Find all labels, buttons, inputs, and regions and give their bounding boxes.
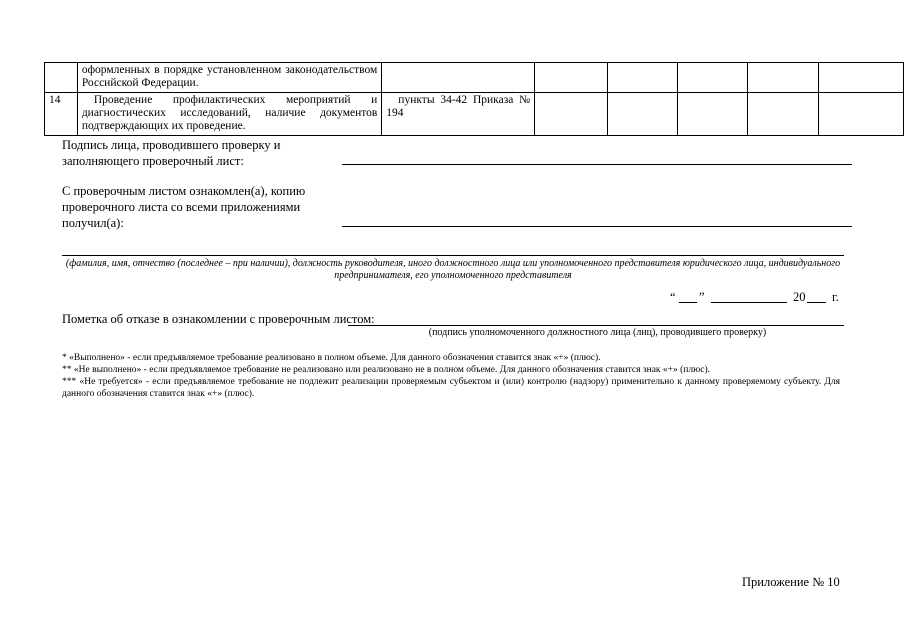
footnote-not-done: ** «Не выполнено» - если предъявляемое требование не реализовано или реализовано не в полном объеме. Для данного обозначения ставится знак «+» (плюс). bbox=[62, 365, 710, 375]
reference-cell bbox=[382, 63, 535, 93]
date-close-quote: ” bbox=[699, 290, 705, 304]
checklist-table bbox=[44, 62, 904, 136]
blank-cell bbox=[748, 63, 819, 93]
footnote-not-required: *** «Не требуется» - если предъявляемое требование не подлежит реализации проверяемым субъектом и (или) контролю (надзору) применительно к данному проверяемому субъекту. Для данного обозначения ставится знак «+» (плюс). bbox=[62, 377, 840, 399]
date-month-line[interactable] bbox=[711, 302, 787, 303]
refusal-note: (подпись уполномоченного должностного лица (лиц), проводившего проверку) bbox=[428, 327, 767, 338]
person-name-note: (фамилия, имя, отчество (последнее – при наличии), должность руководителя, иного должностного лица или уполномоченного представителя юридического лица, индивидуального предпринимателя, его уполномоченного представителя bbox=[65, 258, 841, 281]
inspector-signature-label: Подпись лица, проводившего проверку и заполняющего проверочный лист: bbox=[62, 138, 281, 168]
appendix-label: Приложение № 10 bbox=[742, 575, 840, 589]
acquainted-label: С проверочным листом ознакомлен(а), копию проверочного листа со всеми приложениями получил(а): bbox=[62, 184, 306, 230]
yes-cell bbox=[535, 93, 608, 136]
not-required-cell bbox=[678, 93, 748, 136]
requirement-cell: Проведение профилактических мероприятий и диагностических исследований, наличие документов подтверждающих их проведение. bbox=[77, 93, 381, 136]
inspector-signature-line[interactable] bbox=[342, 164, 852, 165]
yes-cell bbox=[535, 63, 608, 93]
date-year-prefix: 20 bbox=[793, 290, 806, 304]
date-year-suffix: г. bbox=[832, 290, 839, 304]
refusal-label: Пометка об отказе в ознакомлении с проверочным листом: bbox=[62, 312, 375, 326]
table-row bbox=[45, 93, 904, 136]
comment-cell bbox=[819, 63, 904, 93]
person-name-line[interactable] bbox=[62, 255, 844, 256]
date-day-line[interactable] bbox=[679, 302, 697, 303]
requirement-cell: оформленных в порядке установленном законодательством Российской Федерации. bbox=[77, 63, 381, 93]
no-cell bbox=[607, 93, 677, 136]
acquainted-signature-line[interactable] bbox=[342, 226, 852, 227]
reference-cell: пункты 34-42 Приказа № 194 bbox=[382, 93, 535, 136]
footnote-done: * «Выполнено» - если предъявляемое требование реализовано в полном объеме. Для данного обозначения ставится знак «+» (плюс). bbox=[62, 353, 601, 363]
date-open-quote: “ bbox=[670, 290, 676, 304]
no-cell bbox=[607, 63, 677, 93]
row-number-cell bbox=[45, 63, 78, 93]
blank-cell bbox=[748, 93, 819, 136]
comment-cell bbox=[819, 93, 904, 136]
refusal-signature-line[interactable] bbox=[348, 325, 844, 326]
not-required-cell bbox=[678, 63, 748, 93]
row-number-cell: 14 bbox=[45, 93, 78, 136]
table-row bbox=[45, 63, 904, 93]
date-year-line[interactable] bbox=[807, 302, 826, 303]
